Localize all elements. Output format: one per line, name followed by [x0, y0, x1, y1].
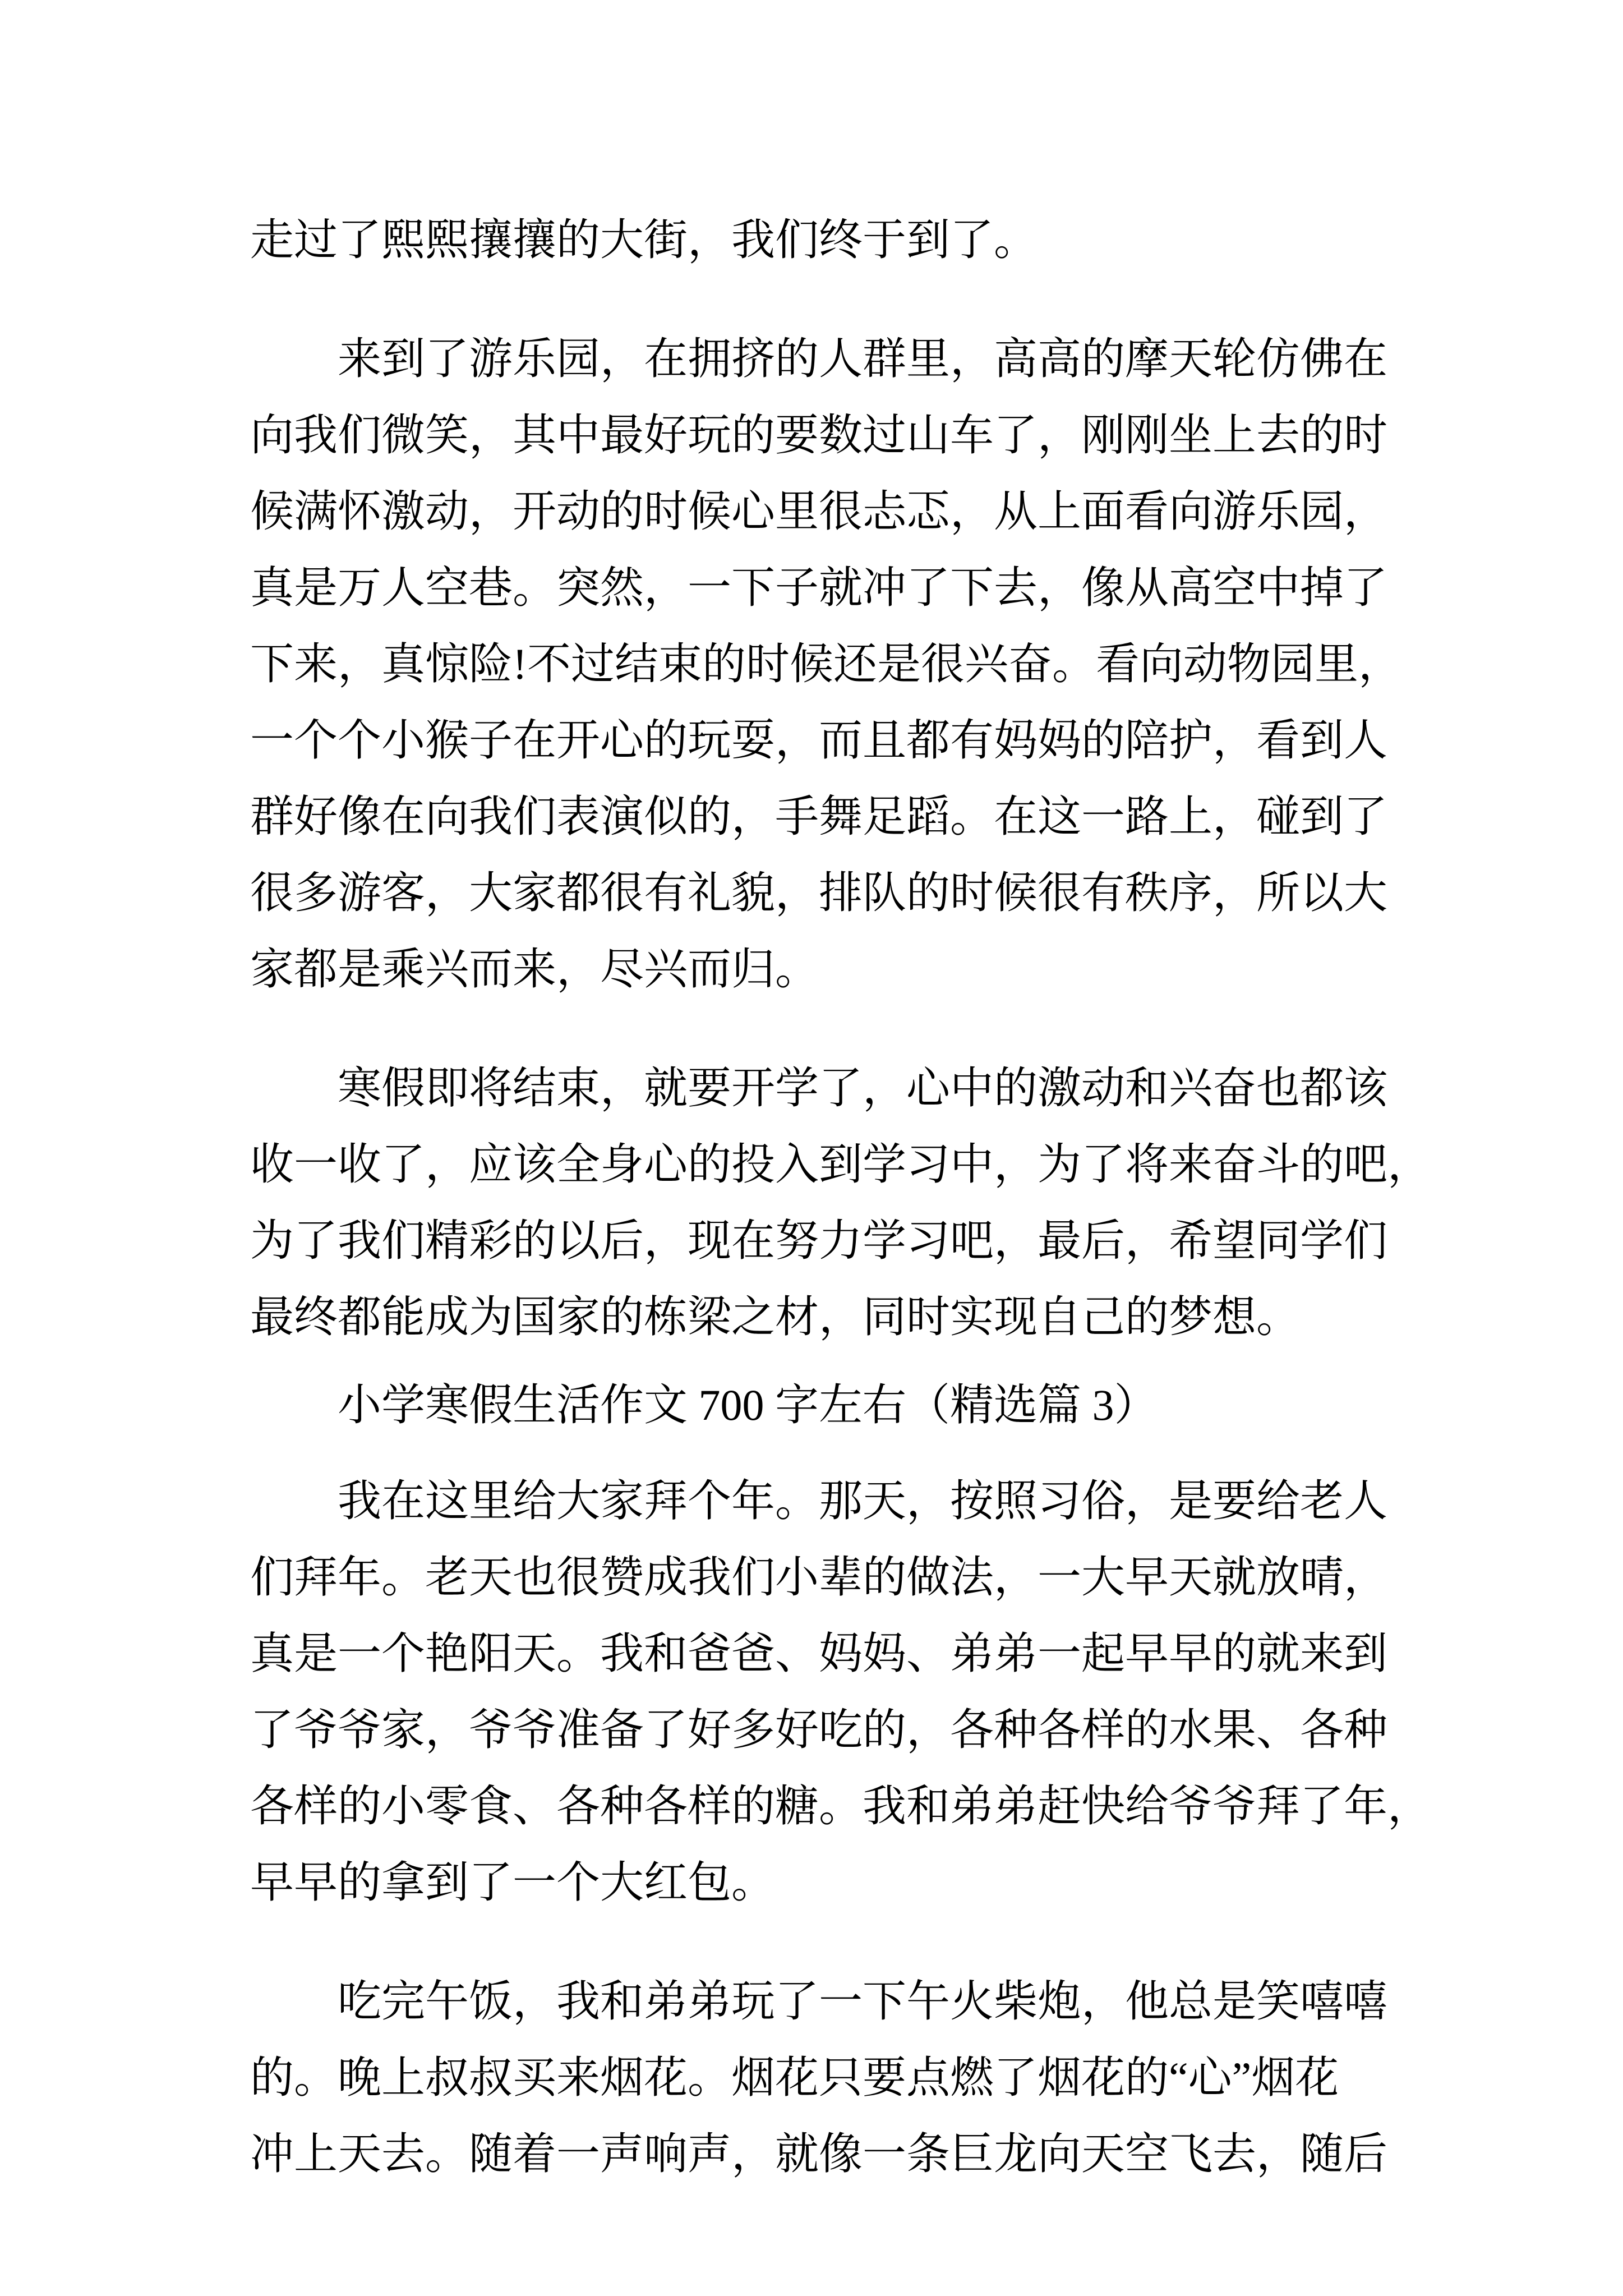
next-article — [250, 1367, 1540, 2192]
document-body — [250, 202, 1540, 2192]
text-line: 们拜年。老天也很赞成我们小辈的做法，一大早天就放晴， — [250, 1553, 1388, 1602]
text-line: 很多游客，大家都很有礼貌，排队的时候很有秩序，所以大 — [250, 868, 1388, 917]
text-line: 的。晚上叔叔买来烟花。烟花只要点燃了烟花的“心”烟花 — [250, 2053, 1339, 2102]
text-line: 了爷爷家，爷爷准备了好多好吃的，各种各样的水果、各种 — [250, 1705, 1388, 1754]
text-line: 早早的拿到了一个大红包。 — [250, 1858, 776, 1907]
paragraph — [250, 1463, 1540, 1921]
text-line: 各样的小零食、各种各样的糖。我和弟弟赶快给爷爷拜了年， — [250, 1782, 1432, 1830]
text-line: 下来，真惊险!不过结束的时候还是很兴奋。看向动物园里， — [250, 639, 1402, 688]
text-line: 家都是乘兴而来，尽兴而归。 — [250, 945, 819, 993]
paragraph — [250, 1963, 1540, 2192]
text-line: 真是万人空巷。突然，一下子就冲了下去，像从高空中掉了 — [250, 563, 1388, 612]
text-line: 为了我们精彩的以后，现在努力学习吧，最后，希望同学们 — [250, 1216, 1388, 1265]
text-line: 寒假即将结束，就要开学了，心中的激动和兴奋也都该 — [338, 1064, 1388, 1112]
text-line: 收一收了，应该全身心的投入到学习中，为了将来奋斗的吧， — [250, 1140, 1432, 1189]
paragraph — [250, 202, 1540, 278]
text-line: 我在这里给大家拜个年。那天，按照习俗，是要给老人 — [338, 1476, 1388, 1525]
article-end — [250, 202, 1540, 1355]
text-line: 冲上天去。随着一声响声，就像一条巨龙向天空飞去，随后 — [250, 2129, 1388, 2178]
text-line: 群好像在向我们表演似的，手舞足蹈。在这一路上，碰到了 — [250, 792, 1388, 841]
text-line: 走过了熙熙攘攘的大街，我们终于到了。 — [250, 215, 1038, 264]
article-title: 小学寒假生活作文 700 字左右（精选篇 3） — [338, 1381, 1158, 1429]
paragraph — [250, 321, 1540, 1007]
text-line: 向我们微笑，其中最好玩的要数过山车了，刚刚坐上去的时 — [250, 411, 1388, 459]
text-line: 候满怀激动，开动的时候心里很忐忑，从上面看向游乐园， — [250, 487, 1388, 536]
text-line: 一个个小猴子在开心的玩耍，而且都有妈妈的陪护，看到人 — [250, 716, 1388, 765]
text-line: 吃完午饭，我和弟弟玩了一下午火柴炮，他总是笑嘻嘻 — [338, 1977, 1388, 2026]
text-line: 真是一个艳阳天。我和爸爸、妈妈、弟弟一起早早的就来到 — [250, 1629, 1388, 1678]
text-line: 最终都能成为国家的栋梁之材，同时实现自己的梦想。 — [250, 1292, 1301, 1341]
paragraph — [250, 1050, 1540, 1355]
text-line: 来到了游乐园，在拥挤的人群里，高高的摩天轮仿佛在 — [338, 334, 1388, 383]
